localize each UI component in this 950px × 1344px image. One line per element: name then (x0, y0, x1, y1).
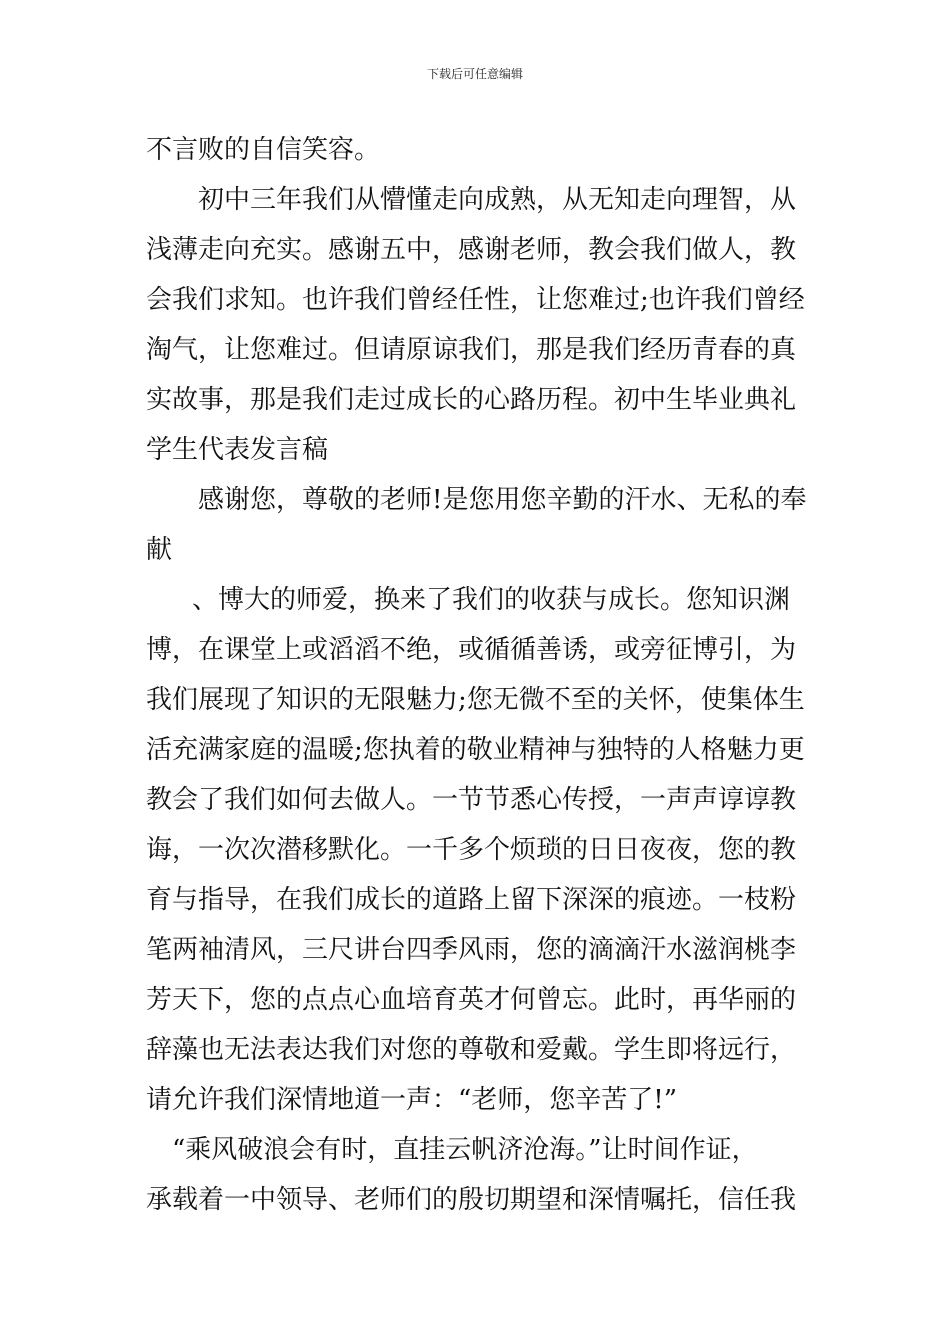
text-line: 笔两袖清风，三尺讲台四季风雨，您的滴滴汗水滋润桃李 (146, 935, 797, 965)
text-line: 不言败的自信笑容。 (146, 135, 381, 165)
text-line: 会我们求知。也许我们曾经任性，让您难过;也许我们曾经 (146, 285, 805, 315)
text-line: 初中三年我们从懵懂走向成熟，从无知走向理智，从 (198, 185, 797, 215)
page-header: 下载后可任意编辑 (426, 67, 523, 81)
text-line: 实故事，那是我们走过成长的心路历程。初中生毕业典礼 (146, 385, 797, 415)
text-line: 请允许我们深情地道一声：“老师，您辛苦了!” (146, 1085, 678, 1115)
text-line: 献 (146, 535, 173, 565)
text-line: 教会了我们如何去做人。一节节悉心传授，一声声谆谆教 (146, 785, 797, 815)
text-line: 学生代表发言稿 (146, 435, 329, 465)
text-line: 育与指导，在我们成长的道路上留下深深的痕迹。一枝粉 (146, 885, 797, 915)
text-line: 芳天下，您的点点心血培育英才何曾忘。此时，再华丽的 (146, 985, 797, 1015)
text-line: 承载着一中领导、老师们的殷切期望和深情嘱托，信任我 (146, 1185, 797, 1215)
text-line: 淘气，让您难过。但请原谅我们，那是我们经历青春的真 (146, 335, 797, 365)
text-line: 活充满家庭的温暖;您执着的敬业精神与独特的人格魅力更 (146, 735, 805, 765)
text-line: 辞藻也无法表达我们对您的尊敬和爱戴。学生即将远行， (146, 1035, 797, 1065)
text-line: 感谢您，尊敬的老师!是您用您辛勤的汗水、无私的奉 (198, 485, 807, 515)
text-line: “乘风破浪会有时，直挂云帆济沧海。”让时间作证， (172, 1135, 758, 1165)
text-line: 博，在课堂上或滔滔不绝，或循循善诱，或旁征博引，为 (146, 635, 797, 665)
text-line: 我们展现了知识的无限魅力;您无微不至的关怀，使集体生 (146, 685, 805, 715)
text-line: 诲，一次次潜移默化。一千多个烦琐的日日夜夜，您的教 (146, 835, 797, 865)
text-line: 、博大的师爱，换来了我们的收获与成长。您知识渊 (192, 585, 791, 615)
text-line: 浅薄走向充实。感谢五中，感谢老师，教会我们做人，教 (146, 235, 797, 265)
